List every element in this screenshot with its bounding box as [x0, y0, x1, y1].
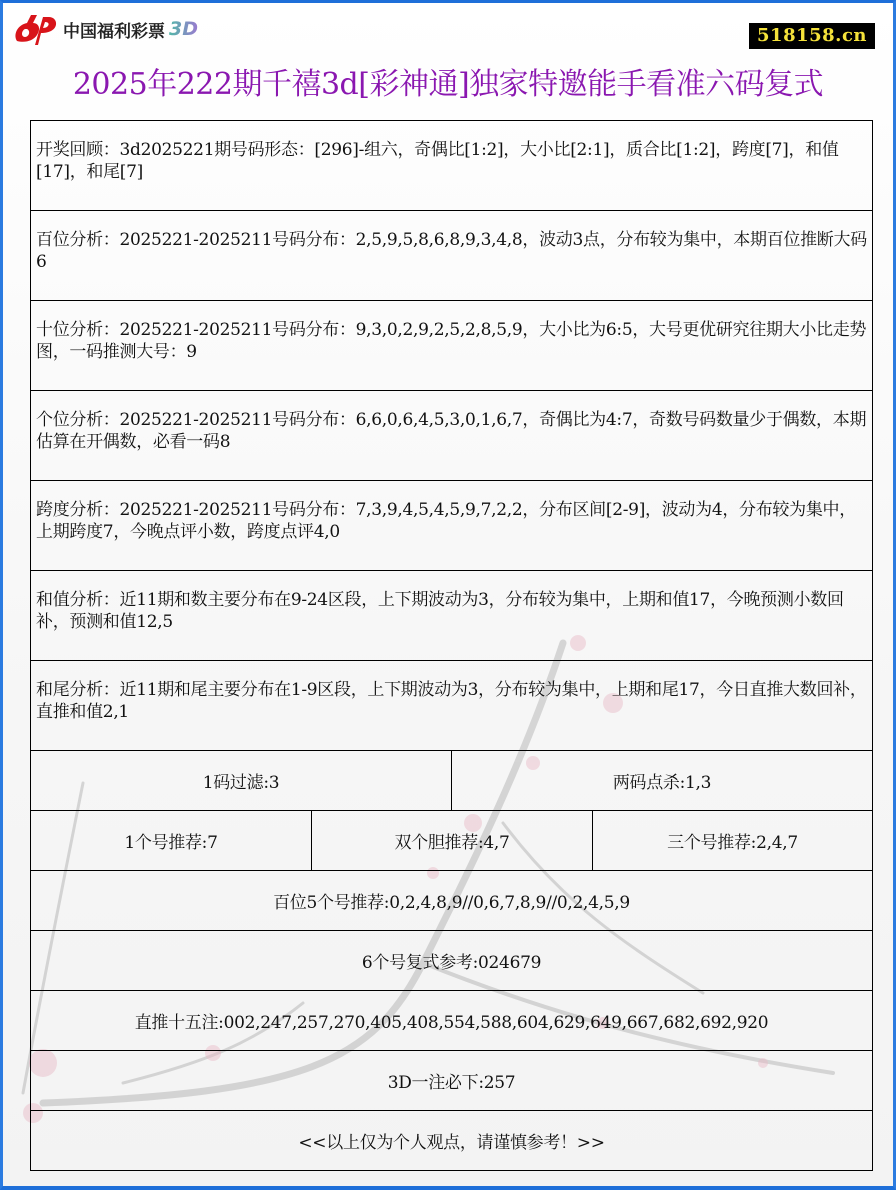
- header: [3, 3, 893, 59]
- span-analysis-text: 跨度分析：2025221-2025211号码分布：7,3,9,4,5,4,5,9,7,2,2，分布区间[2-9]，波动为4，分布较为集中，上期跨度7，今晚点评小数，跨度点评4,0: [36, 500, 856, 542]
- filter-row: [31, 751, 872, 811]
- must-one-row: [31, 1051, 872, 1111]
- logo-3d-suffix: 3D: [169, 18, 198, 40]
- disclaimer-row: [31, 1111, 872, 1171]
- draw-review-text: 开奖回顾：3d2025221期号码形态：[296]-组六，奇偶比[1:2]，大小比[2:1]，质合比[1:2]，跨度[7]，和值[17]，和尾[7]: [36, 140, 839, 182]
- sum-tail-analysis-text: 和尾分析：近11期和尾主要分布在1-9区段，上下期波动为3，分布较为集中，上期和尾17，今日直推大数回补，直推和值2,1: [36, 680, 867, 722]
- six-compound-reference: 6个号复式参考:024679: [361, 953, 542, 973]
- page-title: 2025年222期千禧3d[彩神通]独家特邀能手看准六码复式: [72, 67, 824, 102]
- fifteen-direct-picks: 直推十五注:002,247,257,270,405,408,554,588,604,629,649,667,682,692,920: [134, 1013, 769, 1033]
- span-analysis-row: [31, 481, 872, 571]
- logo-text: 中国福利彩票: [63, 21, 165, 42]
- lottery-logo: [11, 11, 198, 47]
- hundreds-analysis-row: [31, 211, 872, 301]
- two-code-kill: 两码点杀:1,3: [612, 773, 712, 793]
- sum-analysis-text: 和值分析：近11期和数主要分布在9-24区段，上下期波动为3，分布较为集中，上期和值17，今晚预测小数回补，预测和值12,5: [36, 590, 844, 632]
- tens-analysis-text: 十位分析：2025221-2025211号码分布：9,3,0,2,9,2,5,2,8,5,9，大小比为6:5，大号更优研究往期大小比走势图，一码推测大号：9: [36, 320, 867, 362]
- units-analysis-row: [31, 391, 872, 481]
- one-code-filter: 1码过滤:3: [31, 751, 452, 810]
- analysis-table: [30, 120, 873, 1171]
- must-one-pick: 3D一注必下:257: [387, 1073, 516, 1093]
- sum-analysis-row: [31, 571, 872, 661]
- hundreds-analysis-text: 百位分析：2025221-2025211号码分布：2,5,9,5,8,6,8,9,3,4,8，波动3点，分布较为集中，本期百位推断大码6: [36, 230, 867, 272]
- site-domain-badge[interactable]: 518158.cn: [749, 23, 875, 49]
- hundreds-five-row: [31, 871, 872, 931]
- fifteen-direct-row: [31, 991, 872, 1051]
- six-compound-row: [31, 931, 872, 991]
- welfare-lottery-logo-icon: [11, 11, 59, 47]
- disclaimer: <<以上仅为个人观点，请谨慎参考！>>: [298, 1133, 605, 1153]
- recommend-row: [31, 811, 872, 871]
- tens-analysis-row: [31, 301, 872, 391]
- triple-recommend: 三个号推荐:2,4,7: [667, 833, 798, 853]
- double-recommend: 双个胆推荐:4,7: [312, 811, 593, 870]
- single-recommend: 1个号推荐:7: [31, 811, 312, 870]
- draw-review-row: [31, 121, 872, 211]
- hundreds-five-recommend: 百位5个号推荐:0,2,4,8,9//0,6,7,8,9//0,2,4,5,9: [273, 893, 630, 913]
- units-analysis-text: 个位分析：2025221-2025211号码分布：6,6,0,6,4,5,3,0,1,6,7，奇偶比为4:7，奇数号码数量少于偶数，本期估算在开偶数，必看一码8: [36, 410, 867, 452]
- sum-tail-analysis-row: [31, 661, 872, 751]
